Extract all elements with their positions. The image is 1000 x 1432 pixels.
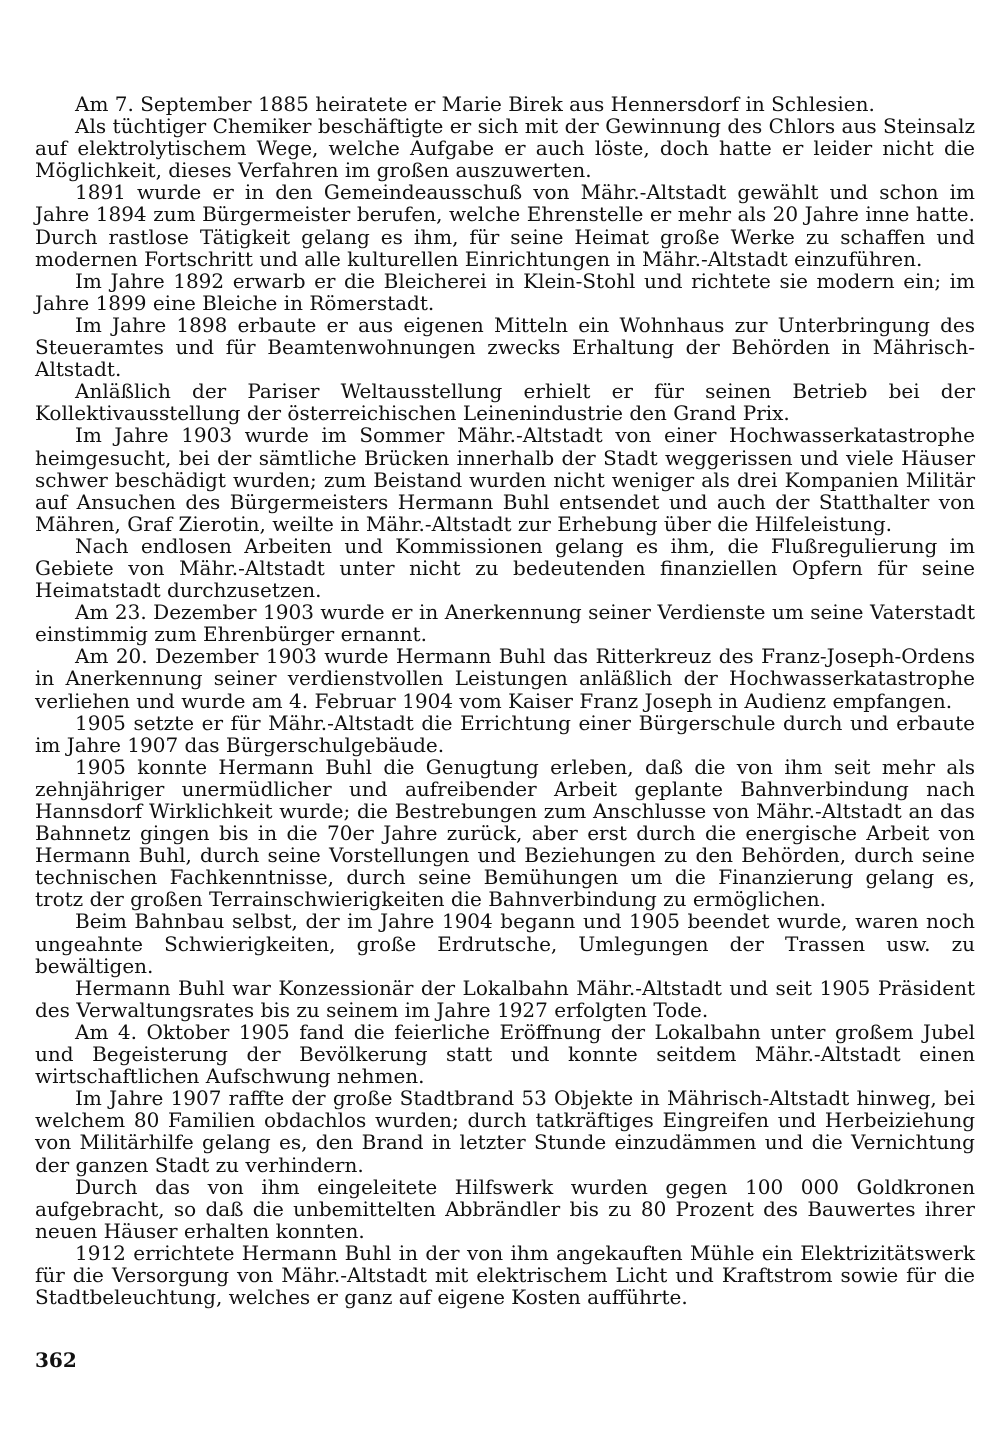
page-body — [35, 93, 975, 1308]
paragraph-power-plant: 1912 errichtete Hermann Buhl in der von ihm angekauften Mühle ein Elektrizitätswerk für die Versorgung von Mähr.-Altstadt mit elektrischem Licht und Kraftstrom sowie für die Stadtbeleuchtung, welches er ganz auf eigene Kosten aufführte. — [35, 1240, 975, 1310]
paragraph-honorary-citizen: Am 23. Dezember 1903 wurde er in Anerkennung seiner Verdienste um seine Vaterstadt einstimmig zum Ehrenbürger ernannt. — [35, 600, 975, 647]
paragraph-bleachery: Im Jahre 1892 erwarb er die Bleicherei in Klein-Stohl und richtete sie modern ein; im Jahre 1899 eine Bleiche in Römerstadt. — [35, 268, 975, 315]
paragraph-relief-fund: Durch das von ihm eingeleitete Hilfswerk wurden gegen 100 000 Goldkronen aufgebracht, so daß die unbemittelten Abbrändler bis zu 80 Prozent des Bauwertes ihrer neuen Häuser erhalten konnten. — [35, 1174, 975, 1243]
paragraph-concession: Hermann Buhl war Konzessionär der Lokalbahn Mähr.-Altstadt und seit 1905 Präsident des Verwaltungsrates bis zu seinem im Jahre 1927 erfolgten Tode. — [35, 975, 975, 1022]
paragraph-knight-cross: Am 20. Dezember 1903 wurde Hermann Buhl das Ritterkreuz des Franz-Joseph-Ordens in Anerkennung seiner verdienstvollen Leistungen anläßlich der Hochwasserkatastrophe verliehen und wurde am 4. Februar 1904 vom Kaiser Franz Joseph in Audienz empfangen. — [35, 644, 975, 713]
paragraph-school: 1905 setzte er für Mähr.-Altstadt die Errichtung einer Bürgerschule durch und erbaute im Jahre 1907 das Bürgerschulgebäude. — [35, 710, 975, 757]
paragraph-grand-prix: Anläßlich der Pariser Weltausstellung erhielt er für seinen Betrieb bei der Kollektivausstellung der österreichischen Leinenindustrie den Grand Prix. — [35, 379, 975, 426]
paragraph-town-fire: Im Jahre 1907 raffte der große Stadtbrand 53 Objekte in Mährisch-Altstadt hinweg, bei welchem 80 Familien obdachlos wurden; durch tatkräftiges Eingreifen und Herbeiziehung von Militärhilfe gelang es, den Brand in letzter Stunde einzudämmen und die Vernichtung der ganzen Stadt zu verhindern. — [35, 1086, 975, 1177]
paragraph-river-regulation: Nach endlosen Arbeiten und Kommissionen gelang es ihm, die Flußregulierung im Gebiete von Mähr.-Altstadt unter nicht zu bedeutenden finanziellen Opfern für seine Heimatstadt durchzusetzen. — [35, 533, 975, 603]
paragraph-railway-opening: Am 4. Oktober 1905 fand die feierliche Eröffnung der Lokalbahn unter großem Jubel und Begeisterung der Bevölkerung statt und konnte seitdem Mähr.-Altstadt einen wirtschaftlichen Aufschwung nehmen. — [35, 1019, 975, 1089]
page-number: 362 — [35, 1348, 77, 1372]
paragraph-railway: 1905 konnte Hermann Buhl die Genugtung erleben, daß die von ihm seit mehr als zehnjähriger unermüdlicher und aufreibender Arbeit geplante Bahnverbindung nach Hannsdorf Wirklichkeit wurde; die Bestrebungen zum Anschlusse von Mähr.-Altstadt an das Bahnnetz gingen bis in die 70er Jahre zurück, aber erst durch die energische Arbeit von Hermann Buhl, durch seine Vorstellungen und Beziehungen zu den Behörden, durch seine technischen Fachkenntnisse, durch seine Bemühungen um die Finanzierung gelang es, trotz der großen Terrainschwierigkeiten die Bahnverbindung zu ermöglichen. — [35, 754, 975, 912]
paragraph-railway-construction: Beim Bahnbau selbst, der im Jahre 1904 begann und 1905 beendet wurde, waren noch ungeahnte Schwierigkeiten, große Erdrutsche, Umlegungen der Trassen usw. zu bewältigen. — [35, 909, 975, 978]
paragraph-flood: Im Jahre 1903 wurde im Sommer Mähr.-Altstadt von einer Hochwasserkatastrophe heimgesucht, bei der sämtliche Brücken innerhalb der Stadt weggerissen und viele Häuser schwer beschädigt wurden; zum Beistand wurden nicht weniger als drei Kompanien Militär auf Ansuchen des Bürgermeisters Hermann Buhl entsendet und auch der Statthalter von Mähren, Graf Zierotin, weilte in Mähr.-Altstadt zur Erhebung über die Hilfeleistung. — [35, 423, 975, 536]
paragraph-tax-office: Im Jahre 1898 erbaute er aus eigenen Mitteln ein Wohnhaus zur Unterbringung des Steueramtes und für Beamtenwohnungen zwecks Erhaltung der Behörden in Mährisch-Altstadt. — [35, 312, 975, 382]
paragraph-chemist: Als tüchtiger Chemiker beschäftigte er sich mit der Gewinnung des Chlors aus Steinsalz auf elektrolytischem Wege, welche Aufgabe er auch löste, doch hatte er leider nicht die Möglichkeit, dieses Verfahren im großen auszuwerten. — [35, 114, 975, 183]
paragraph-marriage: Am 7. September 1885 heiratete er Marie Birek aus Hennersdorf in Schlesien. — [75, 92, 875, 116]
paragraph-mayor: 1891 wurde er in den Gemeindeausschuß von Mähr.-Altstadt gewählt und schon im Jahre 1894 zum Bürgermeister berufen, welche Ehrenstelle er mehr als 20 Jahre inne hatte. Durch rastlose Tätigkeit gelang es ihm, für seine Heimat große Werke zu schaffen und modernen Fortschritt und alle kulturellen Einrichtungen in Mähr.-Altstadt einzuführen. — [35, 180, 975, 271]
